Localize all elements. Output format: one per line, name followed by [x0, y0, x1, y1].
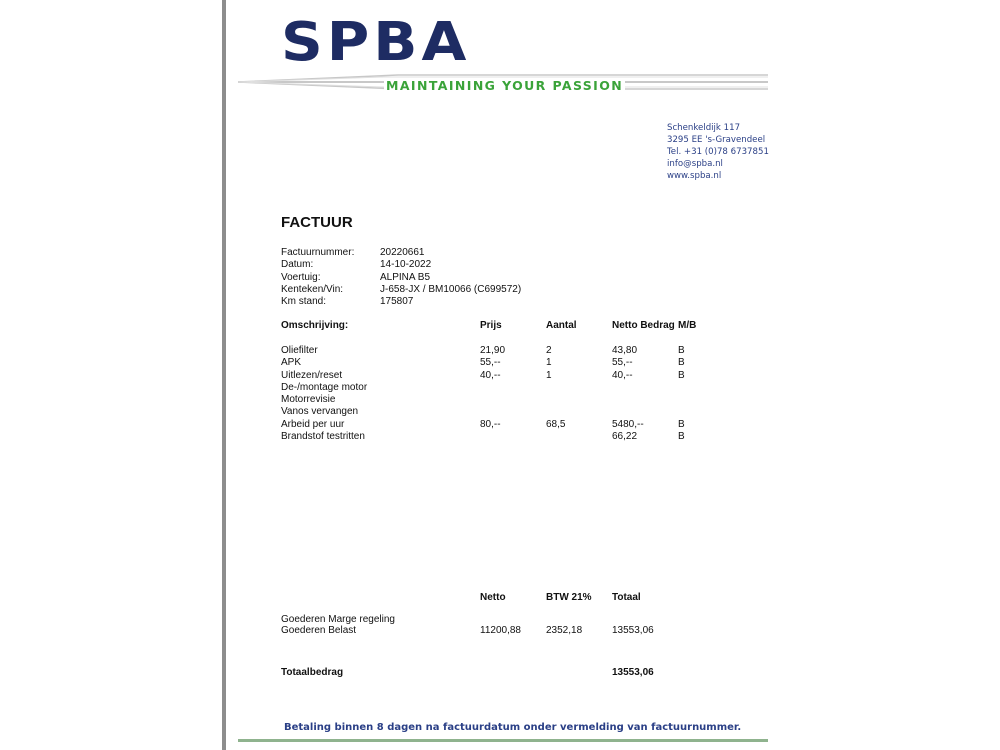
- item-description: Vanos vervangen: [281, 406, 359, 418]
- summary-net: 11200,88: [480, 625, 521, 636]
- meta-invoice-number: [281, 247, 521, 259]
- company-street: Schenkeldijk 117: [667, 123, 741, 133]
- item-price: 40,--: [480, 369, 501, 381]
- item-mb: B: [678, 369, 685, 381]
- company-city: 3295 EE 's-Gravendeel: [667, 135, 766, 145]
- page-edge: [222, 0, 226, 750]
- invoice-meta: [281, 247, 521, 308]
- company-address: [667, 122, 769, 182]
- item-description: Brandstof testritten: [281, 431, 365, 443]
- item-net-amount: 66,22: [612, 431, 638, 443]
- item-mb: B: [678, 357, 685, 369]
- item-quantity: 68,5: [546, 418, 566, 430]
- item-quantity: 2: [546, 345, 552, 356]
- meta-label: Voertuig:: [281, 271, 321, 283]
- meta-plate-vin: [281, 284, 521, 296]
- header-description: Omschrijving:: [281, 320, 349, 331]
- item-description: APK: [281, 357, 302, 369]
- meta-value: 14-10-2022: [380, 259, 432, 271]
- summary-header: [281, 592, 781, 604]
- summary-label: Goederen Belast: [281, 625, 357, 636]
- meta-value: 20220661: [380, 247, 425, 258]
- meta-value: 175807: [380, 296, 414, 308]
- meta-label: Datum:: [281, 259, 314, 271]
- summary-vat: 2352,18: [546, 625, 583, 636]
- footer-divider: [238, 739, 768, 742]
- item-quantity: 1: [546, 357, 552, 369]
- meta-label: Factuurnummer:: [281, 247, 355, 258]
- summary-total: 13553,06: [612, 625, 654, 636]
- header-price: Prijs: [480, 320, 502, 331]
- summary-row: [281, 614, 781, 625]
- meta-mileage: [281, 296, 521, 308]
- grand-total-label: Totaalbedrag: [281, 667, 344, 678]
- item-mb: B: [678, 431, 685, 443]
- meta-vehicle: [281, 272, 521, 284]
- item-description: Motorrevisie: [281, 394, 336, 406]
- item-description: Uitlezen/reset: [281, 369, 343, 381]
- summary-rows: [281, 614, 781, 636]
- grand-total: [281, 667, 781, 679]
- invoice-title: FACTUUR: [281, 214, 353, 231]
- company-email: info@spba.nl: [667, 159, 723, 169]
- summary-header-total: Totaal: [612, 592, 641, 603]
- header-mb: M/B: [678, 320, 697, 331]
- company-phone: Tel. +31 (0)78 6737851: [667, 147, 769, 157]
- item-net-amount: 40,--: [612, 369, 633, 381]
- item-quantity: 1: [546, 369, 552, 381]
- item-net-amount: 5480,--: [612, 418, 644, 430]
- summary-label: Goederen Marge regeling: [281, 614, 395, 625]
- item-net-amount: 55,--: [612, 357, 633, 369]
- header-net-amount: Netto Bedrag: [612, 320, 675, 331]
- item-description: Oliefilter: [281, 345, 318, 356]
- company-logo: SPBA: [281, 10, 471, 73]
- header-quantity: Aantal: [546, 320, 577, 331]
- item-description: Arbeid per uur: [281, 418, 345, 430]
- summary-row: [281, 625, 781, 636]
- left-margin: [0, 0, 222, 750]
- meta-value: J-658-JX / BM10066 (C699572): [380, 283, 522, 295]
- item-price: 55,--: [480, 357, 501, 369]
- summary-header-vat: BTW 21%: [546, 592, 592, 603]
- payment-terms: Betaling binnen 8 dagen na factuurdatum onder vermelding van factuurnummer.: [284, 722, 742, 733]
- summary-header-net: Netto: [480, 592, 506, 603]
- item-mb: B: [678, 345, 685, 356]
- meta-label: Km stand:: [281, 296, 327, 308]
- meta-label: Kenteken/Vin:: [281, 283, 344, 295]
- company-website: www.spba.nl: [667, 171, 722, 181]
- item-price: 21,90: [480, 345, 506, 356]
- item-price: 80,--: [480, 418, 501, 430]
- grand-total-value: 13553,06: [612, 667, 654, 678]
- meta-value: ALPINA B5: [380, 271, 431, 283]
- item-description: De-/montage motor: [281, 381, 368, 393]
- company-tagline: MAINTAINING YOUR PASSION: [386, 78, 624, 93]
- meta-date: [281, 259, 521, 271]
- item-net-amount: 43,80: [612, 345, 638, 356]
- item-mb: B: [678, 418, 685, 430]
